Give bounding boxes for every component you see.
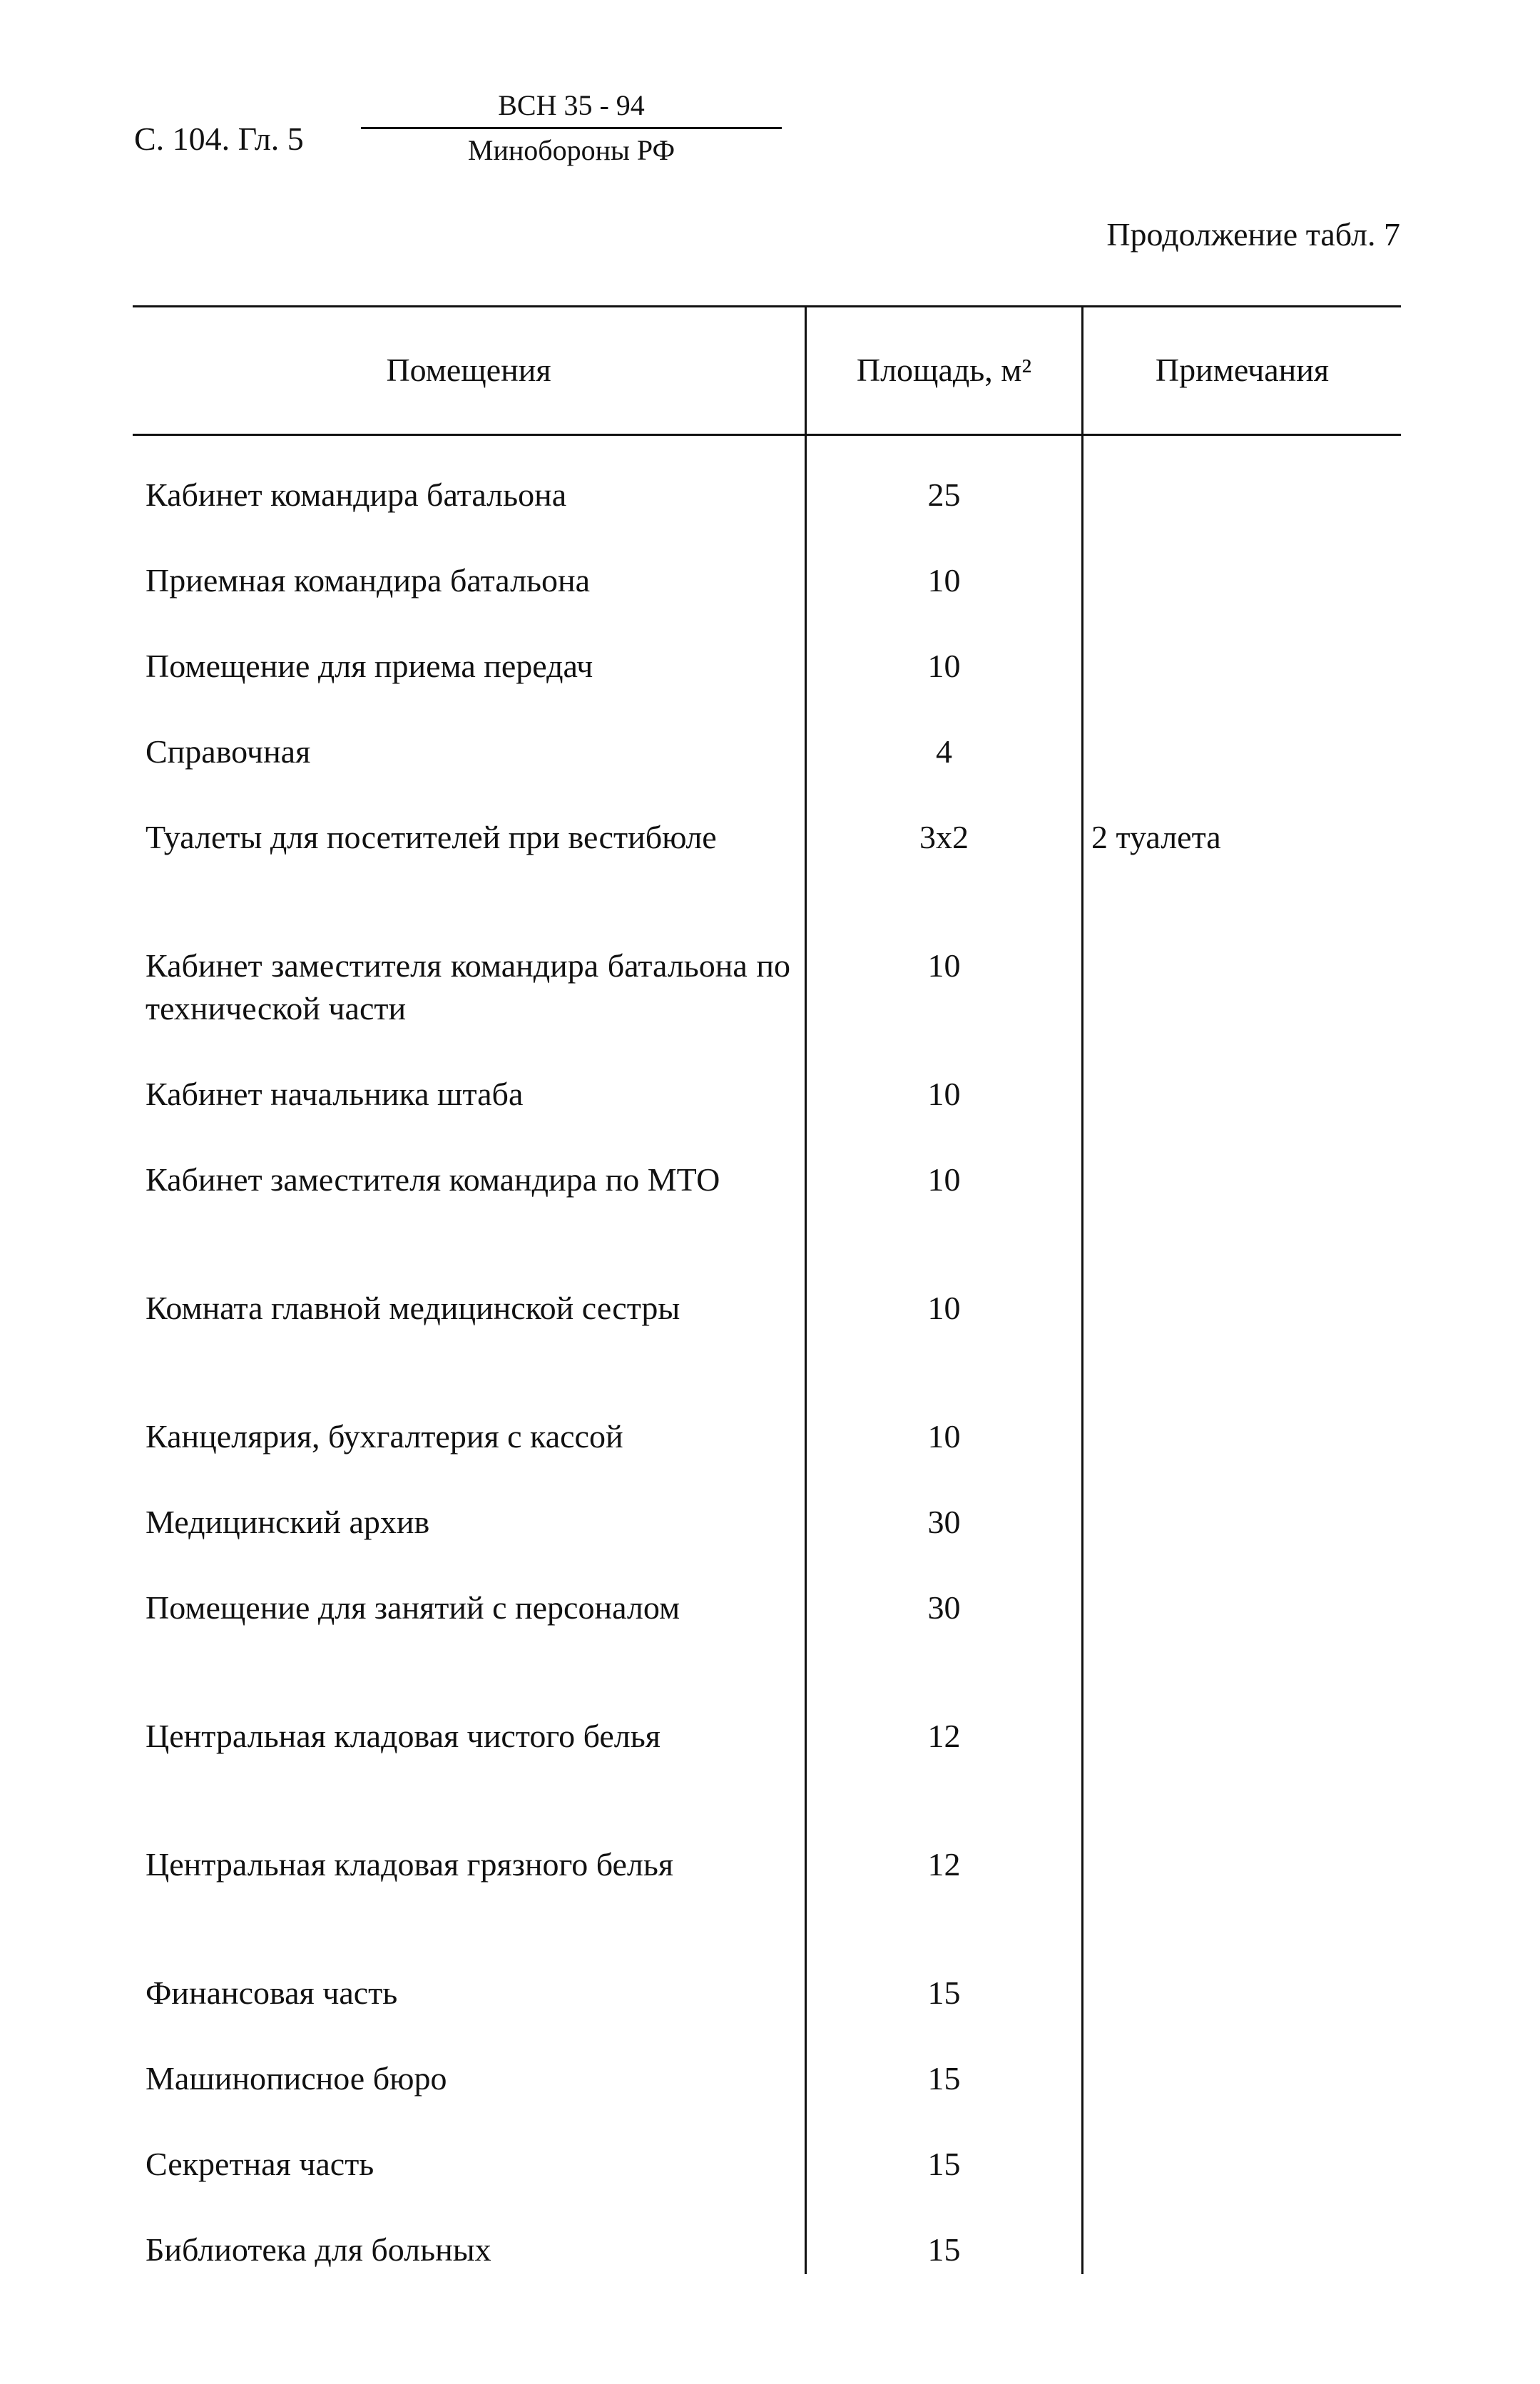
page-header: [134, 86, 676, 178]
table-row: [133, 1972, 1401, 2057]
room-name: Кабинет начальника штаба: [146, 1076, 524, 1112]
room-name: Кабинет командира батальона: [146, 477, 567, 513]
room-name: Библиотека для больных: [146, 2231, 491, 2268]
table-continuation-label: Продолжение табл. 7: [1106, 216, 1400, 253]
room-name: Помещение для занятий с персоналом: [146, 1589, 680, 1626]
table-row: [133, 559, 1401, 645]
table-row: [133, 1287, 1401, 1415]
room-name: Секретная часть: [146, 2146, 374, 2182]
table-row: [133, 816, 1401, 944]
room-name: Финансовая часть: [146, 1975, 398, 2011]
document-code-fraction: [361, 86, 782, 170]
table-row: [133, 944, 1401, 1073]
room-area: 30: [927, 1504, 961, 1540]
column-header-rooms: Помещения: [386, 351, 551, 388]
room-name: Центральная кладовая грязного белья: [146, 1846, 674, 1883]
room-name: Канцелярия, бухгалтерия с кассой: [146, 1418, 623, 1455]
room-area: 10: [927, 1418, 961, 1455]
room-area: 15: [927, 2231, 961, 2268]
room-name: Туалеты для посетителей при вестибюле: [146, 819, 717, 855]
room-name: Центральная кладовая чистого белья: [146, 1718, 661, 1754]
room-area: 15: [927, 2060, 961, 2097]
room-area: 10: [927, 1161, 961, 1198]
room-area: 4: [936, 733, 952, 770]
table-row: [133, 2143, 1401, 2228]
table-row: [133, 1843, 1401, 1972]
room-area: 12: [927, 1718, 961, 1754]
column-header-area: Площадь, м²: [856, 351, 1032, 388]
page-reference: С. 104. Гл. 5: [134, 121, 304, 157]
table-row: [133, 1073, 1401, 1158]
room-area: 10: [927, 562, 961, 598]
table-body: [133, 474, 1401, 2293]
column-header-notes: Примечания: [1155, 351, 1330, 388]
table-row: [133, 1715, 1401, 1843]
table-row: [133, 1415, 1401, 1501]
room-area: 10: [927, 1290, 961, 1326]
room-name: Машинописное бюро: [146, 2060, 447, 2097]
room-area: 3х2: [919, 819, 969, 855]
room-note: 2 туалета: [1091, 819, 1221, 855]
room-name: Кабинет заместителя командира по МТО: [146, 1161, 720, 1198]
table-row: [133, 1158, 1401, 1287]
room-area: 10: [927, 1076, 961, 1112]
room-name: Справочная: [146, 733, 311, 770]
room-area: 25: [927, 477, 961, 513]
room-area: 15: [927, 1975, 961, 2011]
table-row: [133, 1501, 1401, 1586]
table-header-rule: [133, 434, 1401, 436]
table-row: [133, 474, 1401, 559]
table-row: [133, 730, 1401, 816]
table-row: [133, 2057, 1401, 2143]
room-area: 12: [927, 1846, 961, 1883]
room-name: Приемная командира батальона: [146, 562, 591, 598]
document-issuer: Минобороны РФ: [467, 134, 675, 166]
table-row: [133, 1586, 1401, 1715]
room-name: Помещение для приема передач: [146, 648, 593, 684]
room-area: 10: [927, 648, 961, 684]
fraction-bar: [361, 127, 782, 129]
table-row: [133, 2228, 1401, 2293]
room-name: Медицинский архив: [146, 1504, 430, 1540]
room-name: Кабинет заместителя командира батальона по технической части: [146, 947, 790, 1027]
room-area: 15: [927, 2146, 961, 2182]
room-name: Комната главной медицинской сестры: [146, 1290, 680, 1326]
document-code: ВСН 35 - 94: [498, 89, 645, 121]
room-area: 30: [927, 1589, 961, 1626]
table-row: [133, 645, 1401, 730]
room-area: 10: [927, 947, 961, 984]
